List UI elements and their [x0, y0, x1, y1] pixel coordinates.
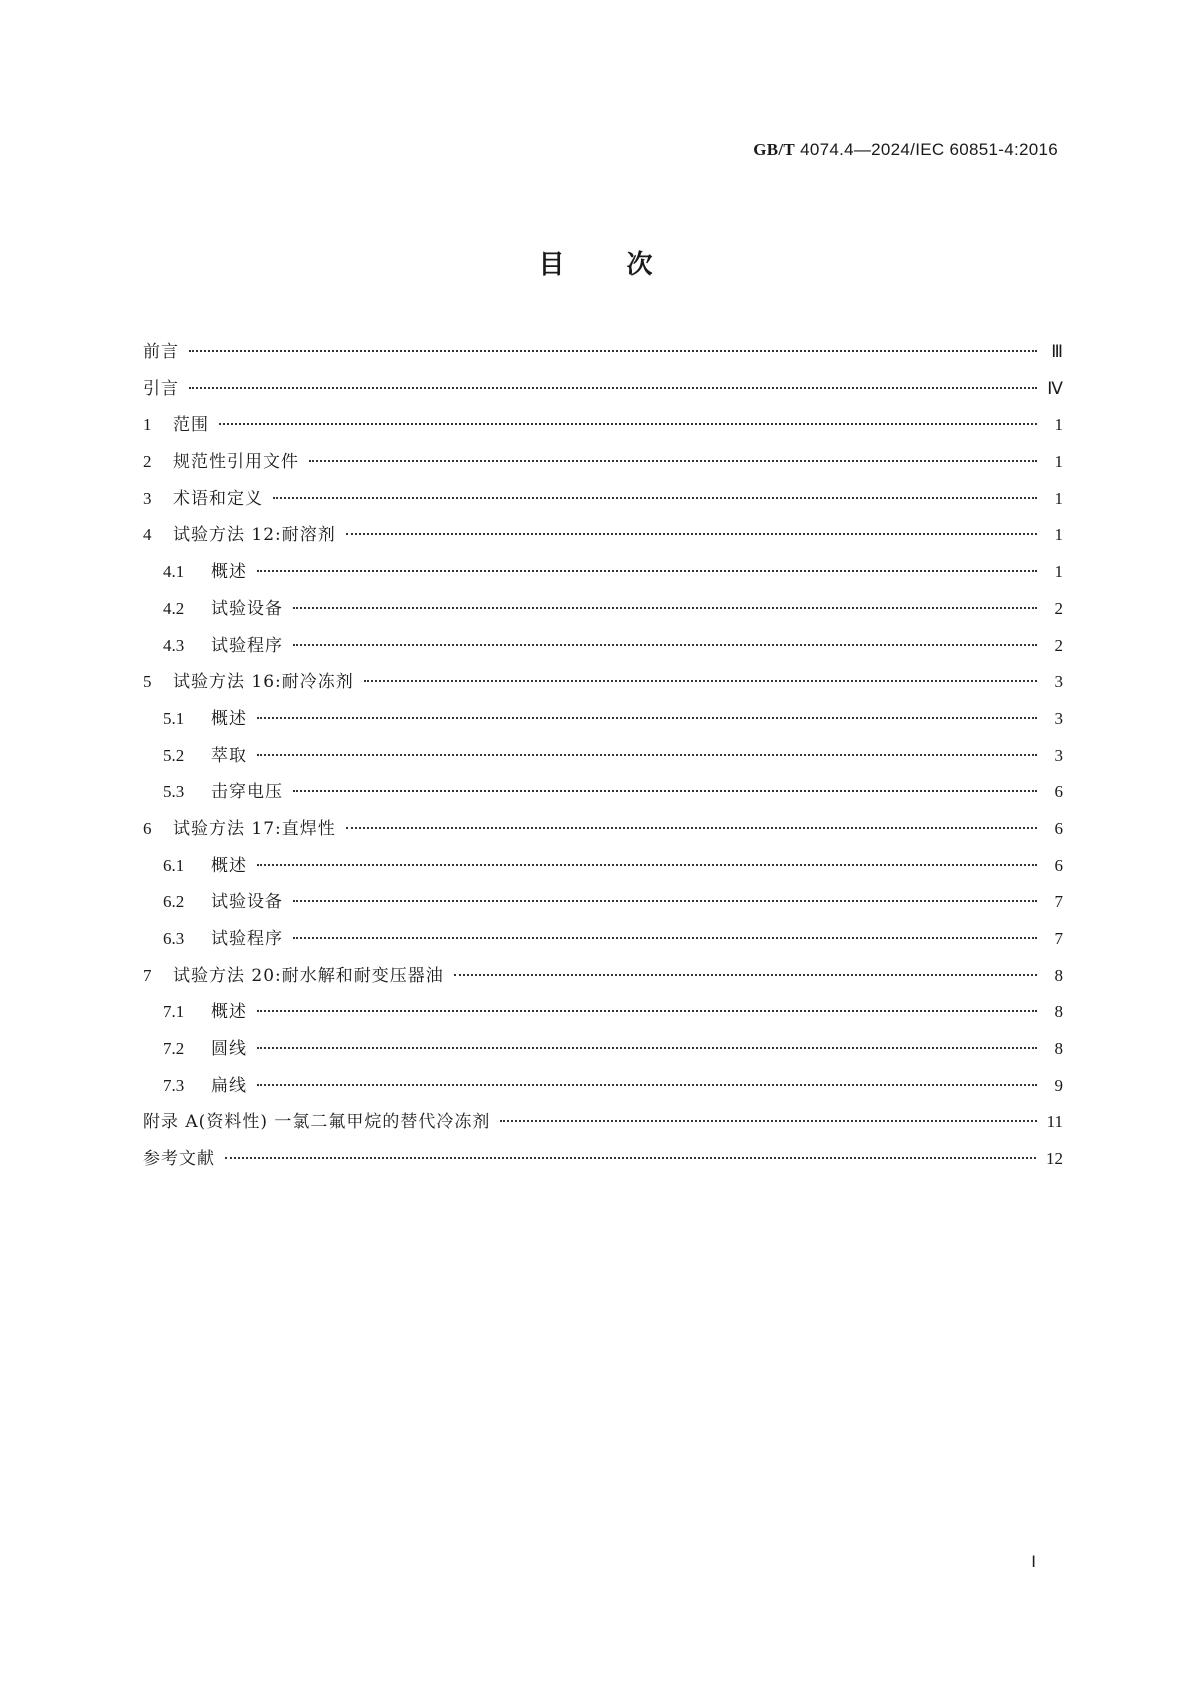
toc-entry-label: 参考文献: [143, 1149, 215, 1170]
toc-entry-page: 2: [1054, 635, 1063, 655]
toc-entry[interactable]: [143, 1107, 1063, 1144]
toc-leader-dots: [257, 864, 1037, 866]
toc-entry[interactable]: [143, 557, 1063, 594]
toc-entry-page: 3: [1054, 745, 1063, 765]
toc-entry-page: 8: [1054, 1039, 1063, 1059]
toc-entry-page: 1: [1054, 525, 1063, 545]
toc-entry[interactable]: [143, 961, 1063, 998]
table-of-contents: [143, 337, 1063, 1181]
toc-entry-label: 击穿电压: [211, 782, 283, 803]
toc-entry-page: 11: [1046, 1112, 1063, 1132]
toc-entry-number: 6.1: [163, 855, 185, 875]
toc-leader-dots: [257, 1010, 1037, 1012]
toc-entry-label: 概述: [211, 855, 247, 876]
toc-entry-page: 6: [1054, 855, 1063, 875]
toc-entry-label: 试验方法 17:直焊性: [173, 818, 336, 839]
toc-entry-page: 6: [1054, 818, 1063, 838]
toc-entry-label: 萃取: [211, 745, 247, 766]
toc-entry-label: 试验方法 12:耐溶剂: [173, 525, 336, 546]
toc-entry[interactable]: [143, 410, 1063, 447]
toc-leader-dots: [346, 827, 1037, 829]
toc-leader-dots: [364, 680, 1037, 682]
toc-entry-number: 7: [143, 965, 152, 985]
toc-entry-number: 7.2: [163, 1039, 185, 1059]
toc-entry-number: 5: [143, 672, 152, 692]
standard-number: [753, 140, 1058, 160]
toc-entry-label: 范围: [173, 415, 209, 436]
toc-entry-page: 3: [1054, 708, 1063, 728]
toc-entry-label: 试验方法 20:耐水解和耐变压器油: [173, 965, 444, 986]
toc-entry[interactable]: [143, 1034, 1063, 1071]
toc-entry-page: 7: [1054, 929, 1063, 948]
toc-entry[interactable]: [143, 704, 1063, 741]
page-title: 目次: [538, 250, 715, 280]
toc-entry-number: 7.1: [163, 1002, 185, 1022]
toc-entry-page: 9: [1054, 1075, 1063, 1095]
toc-entry-number: 6.2: [163, 892, 185, 912]
toc-entry-number: 6.3: [163, 929, 185, 948]
toc-entry-number: 4.3: [163, 635, 185, 655]
toc-leader-dots: [309, 460, 1037, 462]
toc-entry-page: 12: [1046, 1149, 1063, 1169]
toc-entry-page: 1: [1054, 488, 1063, 508]
toc-leader-dots: [346, 533, 1037, 535]
toc-entry-label: 术语和定义: [173, 488, 263, 509]
toc-leader-dots: [219, 423, 1037, 425]
toc-entry[interactable]: [143, 924, 1063, 961]
toc-entry-page: 1: [1054, 562, 1063, 582]
toc-entry-label: 圆线: [211, 1039, 247, 1060]
page-folio: Ⅰ: [1031, 1554, 1036, 1571]
toc-entry-number: 4: [143, 525, 152, 545]
toc-entry[interactable]: [143, 594, 1063, 631]
toc-entry-page: 6: [1054, 782, 1063, 802]
toc-entry-label: 概述: [211, 708, 247, 729]
toc-leader-dots: [454, 974, 1037, 976]
toc-entry-number: 6: [143, 818, 152, 838]
toc-leader-dots: [293, 937, 1037, 939]
toc-entry-label: 概述: [211, 1002, 247, 1023]
toc-leader-dots: [293, 607, 1037, 609]
toc-entry-label: 引言: [143, 378, 179, 399]
toc-entry[interactable]: [143, 741, 1063, 778]
toc-entry[interactable]: [143, 814, 1063, 851]
toc-entry-label: 试验程序: [211, 635, 283, 656]
standard-prefix: GB/T: [753, 140, 796, 159]
toc-entry[interactable]: [143, 631, 1063, 668]
toc-leader-dots: [257, 717, 1037, 719]
toc-leader-dots: [293, 790, 1037, 792]
toc-entry[interactable]: [143, 484, 1063, 521]
standard-code: 4074.4—2024/IEC 60851-4:2016: [795, 140, 1058, 159]
toc-leader-dots: [293, 900, 1037, 902]
toc-leader-dots: [257, 570, 1037, 572]
toc-entry-page: 8: [1054, 1002, 1063, 1022]
toc-entry-number: 5.1: [163, 708, 185, 728]
toc-entry[interactable]: [143, 1071, 1063, 1108]
toc-entry-label: 试验设备: [211, 892, 283, 913]
toc-entry-number: 3: [143, 488, 152, 508]
toc-entry[interactable]: [143, 997, 1063, 1034]
toc-leader-dots: [257, 754, 1037, 756]
toc-entry-label: 试验方法 16:耐冷冻剂: [173, 672, 354, 693]
toc-entry[interactable]: [143, 777, 1063, 814]
toc-entry[interactable]: [143, 447, 1063, 484]
toc-entry-label: 扁线: [211, 1075, 247, 1096]
toc-entry-number: 5.3: [163, 782, 185, 802]
toc-entry[interactable]: [143, 851, 1063, 888]
toc-entry-number: 4.1: [163, 562, 185, 582]
toc-entry-label: 试验设备: [211, 598, 283, 619]
toc-entry-label: 规范性引用文件: [173, 452, 299, 473]
toc-entry-page: 8: [1054, 965, 1063, 985]
toc-leader-dots: [257, 1047, 1037, 1049]
toc-entry-page: 1: [1054, 452, 1063, 472]
toc-entry-label: 概述: [211, 562, 247, 583]
toc-leader-dots: [293, 644, 1037, 646]
toc-leader-dots: [257, 1084, 1037, 1086]
toc-entry-page: 2: [1054, 598, 1063, 618]
toc-entry-page: 1: [1054, 415, 1063, 435]
toc-entry-number: 2: [143, 452, 152, 472]
toc-entry-number: 4.2: [163, 598, 185, 618]
toc-entry-number: 1: [143, 415, 152, 435]
toc-entry-number: 5.2: [163, 745, 185, 765]
toc-entry[interactable]: [143, 1144, 1063, 1181]
toc-entry-label: 附录 A(资料性) 一氯二氟甲烷的替代冷冻剂: [143, 1112, 491, 1133]
toc-leader-dots: [225, 1157, 1036, 1159]
toc-entry[interactable]: [143, 337, 1063, 374]
toc-leader-dots: [273, 497, 1037, 499]
toc-entry-page: Ⅲ: [1051, 342, 1063, 361]
toc-leader-dots: [189, 387, 1037, 389]
toc-entry[interactable]: [143, 374, 1063, 411]
toc-entry[interactable]: [143, 520, 1063, 557]
toc-entry-page: Ⅳ: [1047, 378, 1063, 398]
toc-entry-page: 3: [1054, 672, 1063, 692]
toc-leader-dots: [500, 1120, 1036, 1122]
toc-entry-page: 7: [1054, 892, 1063, 912]
toc-entry[interactable]: [143, 667, 1063, 704]
toc-entry[interactable]: [143, 887, 1063, 924]
toc-leader-dots: [189, 350, 1037, 352]
toc-entry-label: 试验程序: [211, 929, 283, 949]
toc-entry-label: 前言: [143, 342, 179, 362]
toc-entry-number: 7.3: [163, 1075, 185, 1095]
